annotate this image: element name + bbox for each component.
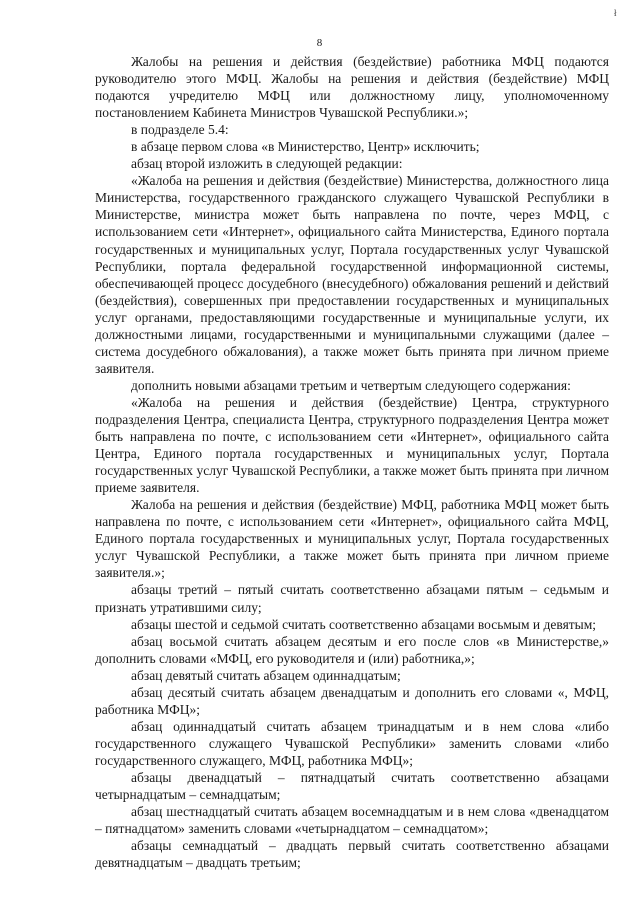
paragraph: абзац восьмой считать абзацем десятым и его после слов «в Министерстве,» дополнить словами «МФЦ, его руководителя и (или) работника,»;: [95, 633, 609, 666]
paragraph: абзац второй изложить в следующей редакции:: [131, 156, 403, 172]
paragraph: абзац шестнадцатый считать абзацем восемнадцатым и в нем слова «двенадцатом – пятнадцатом» заменить словами «четырнадцатом – семнадцатом»;: [95, 804, 609, 837]
paragraph: абзац одиннадцатый считать абзацем тринадцатым и в нем слова «либо государственного служащего Чувашской Республики» заменить словами «либо государственного служащего, МФЦ, работника МФЦ»;: [95, 718, 609, 768]
paragraph: «Жалоба на решения и действия (бездействие) Министерства, должностного лица Министерства, государственного гражданского служащего Чувашской Республики в Министерстве, министра может быть направлена по почте, через МФЦ, с использованием сети «Интернет», официального сайта Министерства, Единого портала государственных и муниципальных услуг, Портала государственных услуг Чувашской Республики, портала федеральной государственной информационной системы, обеспечивающей процесс досудебного (внесудебного) обжалования решений и действий (бездействия), совершенных при предоставлении государственных и муниципальных услуг органами, предоставляющими государственные и муниципальные услуги, их должностными лицами, государственными и муниципальными служащими (далее – система досудебного обжалования), а также может быть принята при личном приеме заявителя.: [95, 173, 609, 376]
paragraph: абзацы шестой и седьмой считать соответственно абзацами восьмым и девятым;: [131, 616, 597, 632]
page-number: 8: [316, 37, 323, 49]
paragraph: абзацы двенадцатый – пятнадцатый считать соответственно абзацами четырнадцатым – семнадцатым;: [95, 769, 609, 803]
paragraph: в подразделе 5.4:: [131, 122, 229, 138]
paragraph: Жалоба на решения и действия (бездействие) МФЦ, работника МФЦ может быть направлена по почте, с использованием сети «Интернет», официального сайта МФЦ, Единого портала государственных и муниципальных услуг, Портала государственных услуг Чувашской Республики, а также может быть принята при личном приеме заявителя.»;: [95, 497, 609, 581]
paragraph: абзацы семнадцатый – двадцать первый считать соответственно абзацами девятнадцатым – двадцать третьим;: [95, 838, 609, 871]
paragraph: «Жалоба на решения и действия (бездействие) Центра, структурного подразделения Центра, специалиста Центра, структурного подразделения Центра может быть направлена по почте, с использованием сети «Интернет», официального сайта Центра, Единого портала государственных и муниципальных услуг, Портала государственных услуг Чувашской Республики, а также может быть принята при личном приеме заявителя.: [95, 394, 609, 496]
paragraph: абзац десятый считать абзацем двенадцатым и дополнить его словами «, МФЦ, работника МФЦ»;: [95, 684, 609, 717]
paragraph: в абзаце первом слова «в Министерство, Центр» исключить;: [131, 139, 480, 155]
document-body: [95, 53, 609, 871]
paragraph: Жалобы на решения и действия (бездействие) работника МФЦ подаются руководителю этого МФЦ. Жалобы на решения и действия (бездействие) МФЦ подаются учредителю МФЦ или должностному лицу, уполномоченному постановлением Кабинета Министров Чувашской Республики.»;: [95, 54, 609, 121]
paragraph: абзац девятый считать абзацем одиннадцатым;: [131, 667, 401, 683]
paragraph: абзацы третий – пятый считать соответственно абзацами пятым – седьмым и признать утратившими силу;: [95, 582, 609, 615]
paragraph: дополнить новыми абзацами третьим и четвертым следующего содержания:: [131, 377, 571, 393]
scan-mark: ł: [614, 8, 617, 18]
